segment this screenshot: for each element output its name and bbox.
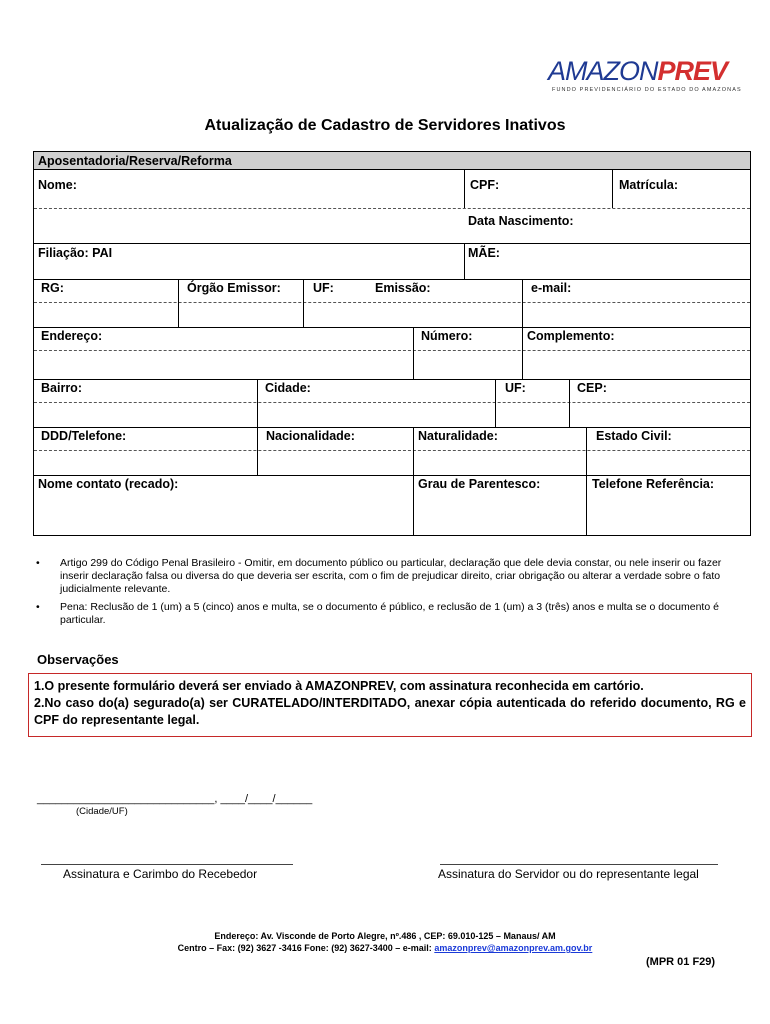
row-separator xyxy=(34,302,750,303)
field-matricula: Matrícula: xyxy=(619,178,679,192)
observation-item: 1.O presente formulário deverá ser enviado à AMAZONPREV, com assinatura reconhecida em cartório. xyxy=(34,679,644,693)
legal-notice-list xyxy=(36,557,726,632)
column-separator xyxy=(569,379,570,427)
field-numero: Número: xyxy=(421,329,473,343)
column-separator xyxy=(464,170,465,208)
list-item xyxy=(36,557,726,596)
field-filiacao-pai: Filiação: PAI xyxy=(38,246,113,260)
column-separator xyxy=(413,475,414,536)
logo-part-amazon: AMAZON xyxy=(548,56,658,86)
column-separator xyxy=(522,279,523,327)
field-ddd-telefone: DDD/Telefone: xyxy=(41,429,127,443)
field-cidade: Cidade: xyxy=(265,381,311,395)
field-data-nascimento: Data Nascimento: xyxy=(468,214,574,228)
field-cpf: CPF: xyxy=(470,178,500,192)
footer-contact xyxy=(0,943,770,953)
column-separator xyxy=(522,327,523,379)
city-date-line: _____________________________, ____/____/______ xyxy=(37,793,313,805)
field-orgao-emissor: Órgão Emissor: xyxy=(187,281,281,295)
column-separator xyxy=(413,427,414,475)
column-separator xyxy=(257,379,258,427)
server-signature-label: Assinatura do Servidor ou do representante legal xyxy=(438,867,699,881)
row-separator xyxy=(34,279,750,280)
row-separator xyxy=(34,475,750,476)
field-emissao: Emissão: xyxy=(375,281,431,295)
row-separator xyxy=(34,327,750,328)
column-separator xyxy=(303,279,304,327)
field-nome: Nome: xyxy=(38,178,77,192)
column-separator xyxy=(612,170,613,208)
field-email: e-mail: xyxy=(531,281,572,295)
column-separator xyxy=(586,427,587,475)
amazonprev-logo xyxy=(548,58,740,94)
observation-item: 2.No caso do(a) segurado(a) ser CURATELADO/INTERDITADO, anexar cópia autenticada do referido documento, RG e CPF do representante legal. xyxy=(34,696,746,727)
field-bairro: Bairro: xyxy=(41,381,82,395)
field-telefone-referencia: Telefone Referência: xyxy=(592,477,715,491)
field-naturalidade: Naturalidade: xyxy=(418,429,498,443)
row-separator xyxy=(34,402,750,403)
field-estado-civil: Estado Civil: xyxy=(596,429,672,443)
column-separator xyxy=(586,475,587,536)
form-code: (MPR 01 F29) xyxy=(646,956,716,968)
row-separator xyxy=(34,208,750,209)
bullet-marker: • xyxy=(36,557,40,569)
section-header: Aposentadoria/Reserva/Reforma xyxy=(34,152,750,170)
column-separator xyxy=(495,379,496,427)
legal-notice-text: Pena: Reclusão de 1 (um) a 5 (cinco) anos e multa, se o documento é público, e reclusão de 1 (um) a 3 (três) anos e multa se o documento é particular. xyxy=(60,601,719,626)
field-grau-parentesco: Grau de Parentesco: xyxy=(418,477,541,491)
column-separator xyxy=(178,279,179,327)
bullet-marker: • xyxy=(36,601,40,613)
field-nacionalidade: Nacionalidade: xyxy=(266,429,355,443)
document-title: Atualização de Cadastro de Servidores Inativos xyxy=(204,117,566,134)
footer-contact-text: Centro – Fax: (92) 3627 -3416 Fone: (92) 3627-3400 – e-mail: xyxy=(177,943,432,953)
field-cep: CEP: xyxy=(577,381,607,395)
receiver-signature-line xyxy=(41,864,293,865)
column-separator xyxy=(464,243,465,279)
city-label: (Cidade/UF) xyxy=(76,806,128,817)
field-rg: RG: xyxy=(41,281,64,295)
server-signature-line xyxy=(440,864,718,865)
row-separator xyxy=(34,350,750,351)
receiver-signature-label: Assinatura e Carimbo do Recebedor xyxy=(63,867,258,881)
list-item xyxy=(36,601,726,627)
row-separator xyxy=(34,450,750,451)
field-mae: MÃE: xyxy=(468,246,500,260)
column-separator xyxy=(413,327,414,379)
field-uf-endereco: UF: xyxy=(505,381,526,395)
field-nome-contato: Nome contato (recado): xyxy=(38,477,179,491)
logo-part-prev: PREV xyxy=(657,56,728,86)
logo-wordmark xyxy=(548,58,740,85)
field-complemento: Complemento: xyxy=(527,329,615,343)
observations-title: Observações xyxy=(37,652,119,667)
footer-email-link[interactable]: amazonprev@amazonprev.am.gov.br xyxy=(434,943,593,953)
field-endereco: Endereço: xyxy=(41,329,103,343)
column-separator xyxy=(257,427,258,475)
row-separator xyxy=(34,379,750,380)
observations-box xyxy=(28,673,752,737)
footer-address: Endereço: Av. Visconde de Porto Alegre, nº.486 , CEP: 69.010-125 – Manaus/ AM xyxy=(214,931,556,941)
logo-subtitle: FUNDO PREVIDENCIÁRIO DO ESTADO DO AMAZONAS xyxy=(552,87,742,93)
field-uf: UF: xyxy=(313,281,334,295)
registration-form-table xyxy=(33,151,751,536)
row-separator xyxy=(34,243,750,244)
legal-notice-text: Artigo 299 do Código Penal Brasileiro - Omitir, em documento público ou particular, declaração que dele devia constar, ou nele inserir ou fazer inserir declaração falsa ou diversa do que deveria ser escrita, com o fim de prejudicar direito, criar obrigação ou alterar a verdade sobre o fato judicialmente relevante. xyxy=(60,557,722,595)
row-separator xyxy=(34,427,750,428)
